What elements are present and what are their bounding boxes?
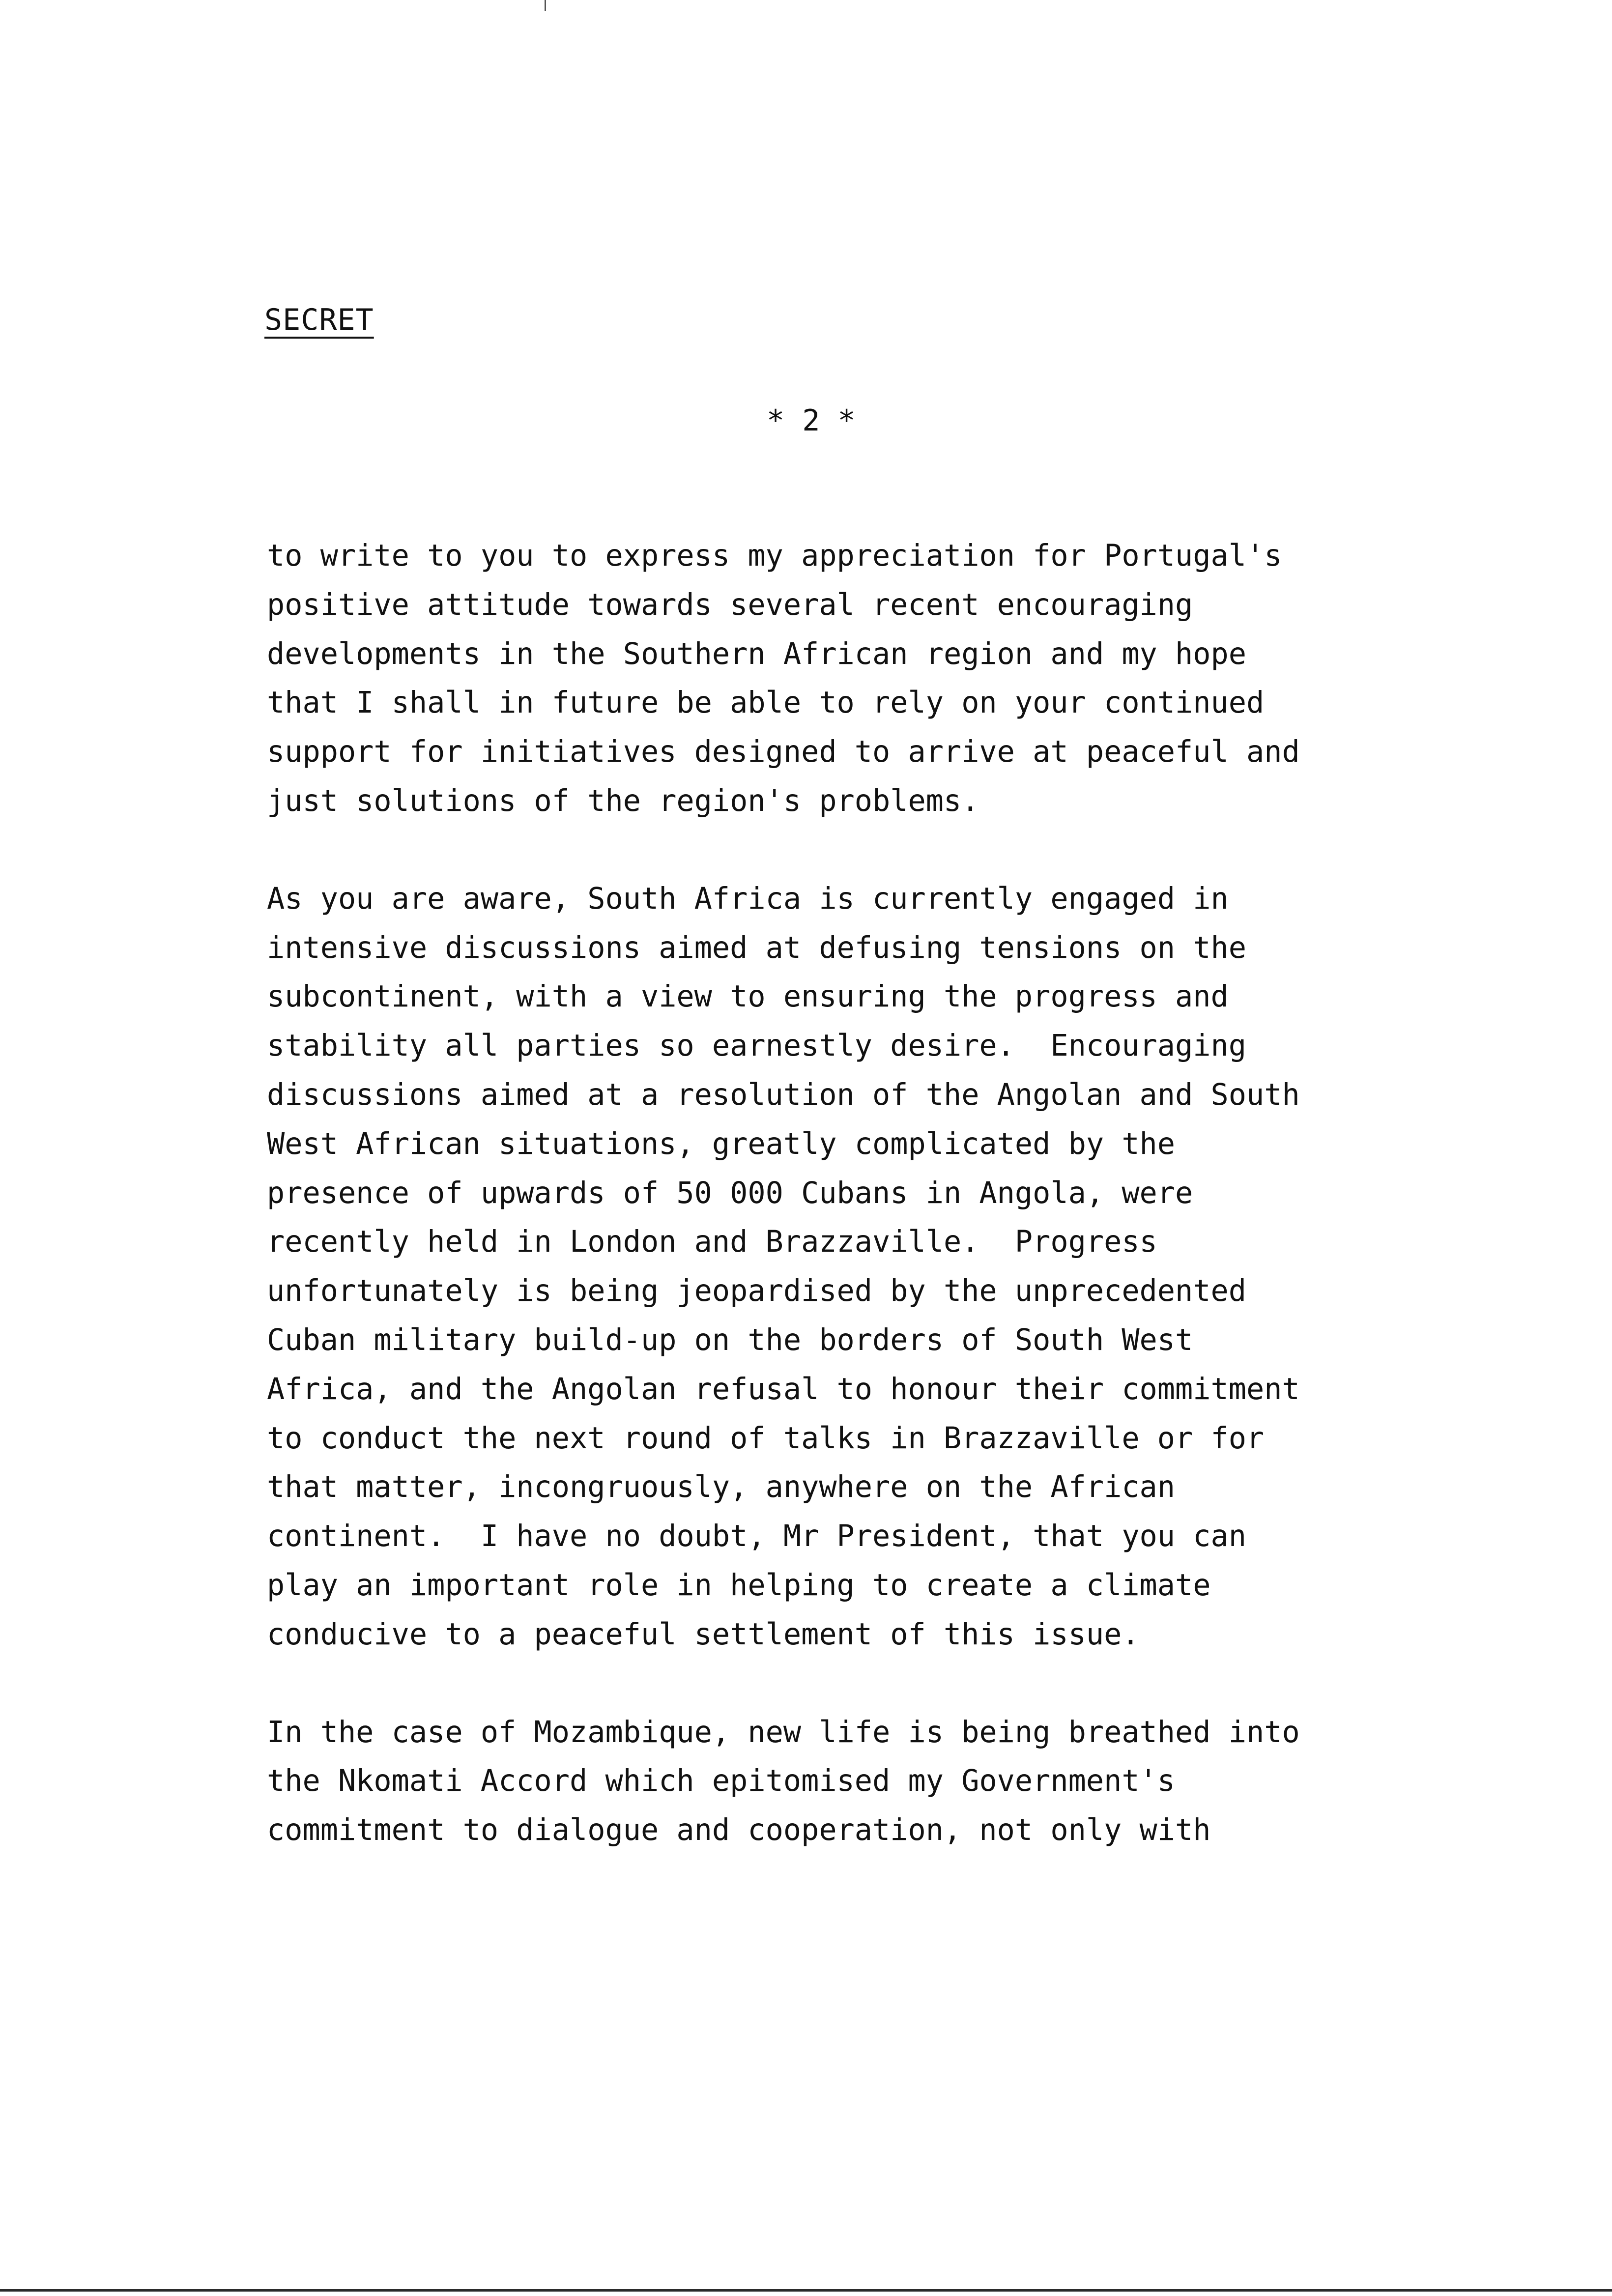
text-line: intensive discussions aimed at defusing tensions on the	[267, 930, 1246, 965]
text-line: positive attitude towards several recent encouraging	[267, 587, 1193, 622]
text-line: As you are aware, South Africa is currently engaged in	[267, 881, 1229, 916]
text-line: commitment to dialogue and cooperation, not only with	[267, 1813, 1211, 1848]
text-line: West African situations, greatly complicated by the	[267, 1126, 1176, 1161]
text-line: continent. I have no doubt, Mr President, that you can	[267, 1519, 1246, 1554]
text-line: Africa, and the Angolan refusal to honour their commitment	[267, 1372, 1300, 1406]
classification-marking: SECRET	[264, 303, 374, 337]
text-line: In the case of Mozambique, new life is being breathed into	[267, 1715, 1300, 1750]
page-number: * 2 *	[767, 403, 856, 438]
text-line: stability all parties so earnestly desire. Encouraging	[267, 1029, 1246, 1063]
text-line: unfortunately is being jeopardised by the unprecedented	[267, 1274, 1246, 1309]
text-line: to write to you to express my appreciation for Portugal's	[267, 539, 1282, 573]
text-line: just solutions of the region's problems.	[267, 783, 979, 818]
text-line: subcontinent, with a view to ensuring the progress and	[267, 979, 1229, 1014]
letter-body	[267, 532, 1456, 1904]
text-line: support for initiatives designed to arrive at peaceful and	[267, 735, 1300, 770]
text-line: presence of upwards of 50 000 Cubans in Angola, were	[267, 1176, 1193, 1210]
text-line: the Nkomati Accord which epitomised my Government's	[267, 1764, 1176, 1799]
text-line: recently held in London and Brazzaville. Progress	[267, 1225, 1157, 1260]
paragraph-3	[267, 1708, 1456, 1855]
text-line: play an important role in helping to create a climate	[267, 1568, 1211, 1603]
text-line: developments in the Southern African region and my hope	[267, 636, 1246, 671]
text-line: conducive to a peaceful settlement of this issue.	[267, 1617, 1140, 1652]
text-line: discussions aimed at a resolution of the Angolan and South	[267, 1077, 1300, 1112]
text-line: that matter, incongruously, anywhere on the African	[267, 1470, 1176, 1505]
page-bottom-edge	[0, 2289, 1612, 2292]
text-line: that I shall in future be able to rely on your continued	[267, 686, 1265, 720]
text-line: to conduct the next round of talks in Brazzaville or for	[267, 1421, 1265, 1456]
scan-tick-mark	[545, 0, 546, 11]
paragraph-2	[267, 875, 1456, 1660]
paragraph-1	[267, 532, 1456, 826]
text-line: Cuban military build-up on the borders of South West	[267, 1322, 1193, 1357]
